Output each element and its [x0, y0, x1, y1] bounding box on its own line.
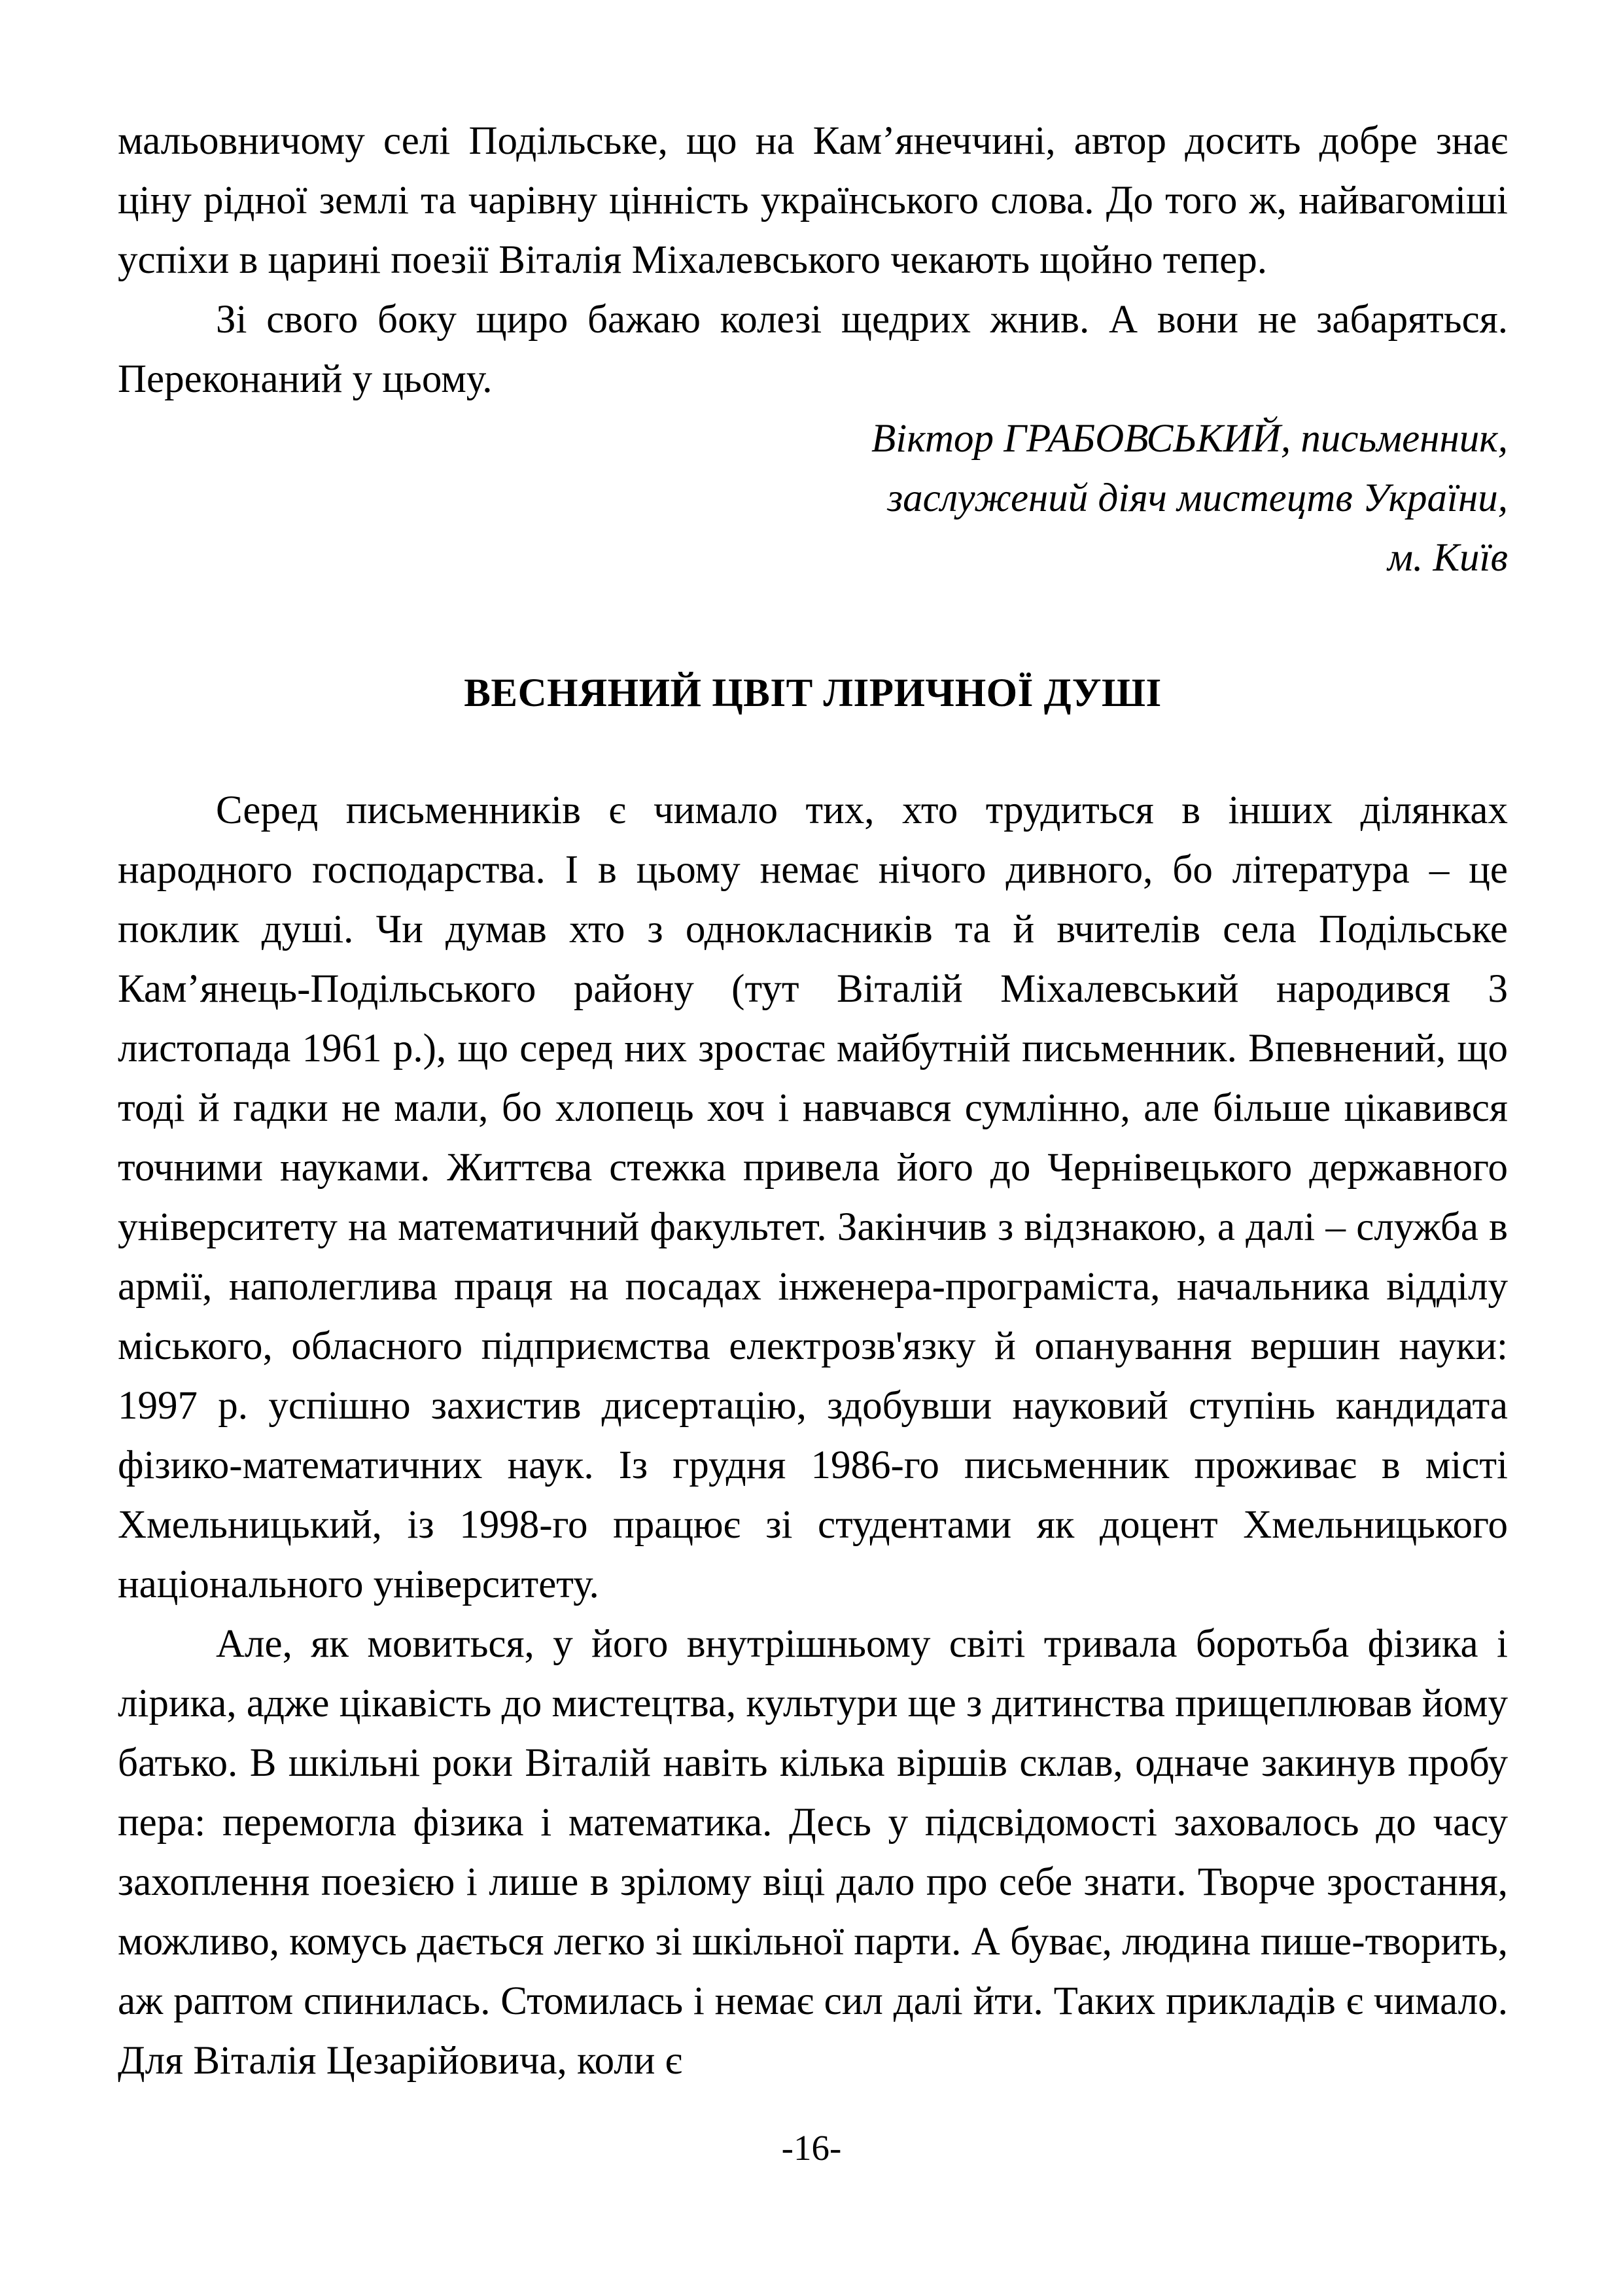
- article-paragraph-poetry: Але, як мовиться, у його внутрішньому світі тривала боротьба фізика і лірика, адже цікавість до мистецтва, культури ще з дитинства прищеплював йому батько. В шкільні роки Віталій навіть кілька віршів склав, одначе закинув пробу пера: перемогла фізика і математика. Десь у підсвідомості заховалось до часу захоплення поезією і лише в зрілому віці дало про себе знати. Творче зростання, можливо, комусь дається легко зі шкільної парти. А буває, людина пише-творить, аж раптом спинилась. Стомилась і немає сил далі йти. Таких прикладів є чимало. Для Віталія Цезарійовича, коли є: [118, 1622, 1508, 2083]
- article-title: ВЕСНЯНИЙ ЦВІТ ЛІРИЧНОЇ ДУШІ: [464, 671, 1162, 715]
- signature-title-line: заслужений діяч мистецтв України,: [887, 476, 1508, 520]
- page-number: -16-: [781, 2128, 842, 2168]
- signature-name-line: Віктор ГРАБОВСЬКИЙ, письменник,: [871, 417, 1508, 461]
- intro-paragraph-wish: Зі свого боку щиро бажаю колезі щедрих жнив. А вони не забаряться. Переконаний у цьому.: [118, 298, 1508, 401]
- author-signature: [118, 409, 1508, 588]
- article-paragraph-biography: Серед письменників є чимало тих, хто трудиться в інших ділянках народного господарства. І в цьому немає нічого дивного, бо література – це поклик душі. Чи думав хто з однокласників та й вчителів села Подільське Кам’янець-Подільського району (тут Віталій Міхалевський народився 3 листопада 1961 р.), що серед них зростає майбутній письменник. Впевнений, що тоді й гадки не мали, бо хлопець хоч і навчався сумлінно, але більше цікавився точними науками. Життєва стежка привела його до Чернівецького державного університету на математичний факультет. Закінчив з відзнакою, а далі – служба в армії, наполеглива праця на посадах інженера-програміста, начальника відділу міського, обласного підприємства електрозв'язку й опанування вершин науки: 1997 р. успішно захистив дисертацію, здобувши науковий ступінь кандидата фізико-математичних наук. Із грудня 1986-го письменник проживає в місті Хмельницький, із 1998-го працює зі студентами як доцент Хмельницького національного університету.: [118, 788, 1508, 1606]
- document-page: [118, 111, 1508, 2091]
- intro-paragraph-continuation: мальовничому селі Подільське, що на Кам’янеччині, автор досить добре знає ціну рідної землі та чарівну цінність українського слова. До того ж, найвагоміші успіхи в царині поезії Віталія Міхалевського чекають щойно тепер.: [118, 119, 1508, 282]
- signature-city-line: м. Київ: [1387, 536, 1508, 580]
